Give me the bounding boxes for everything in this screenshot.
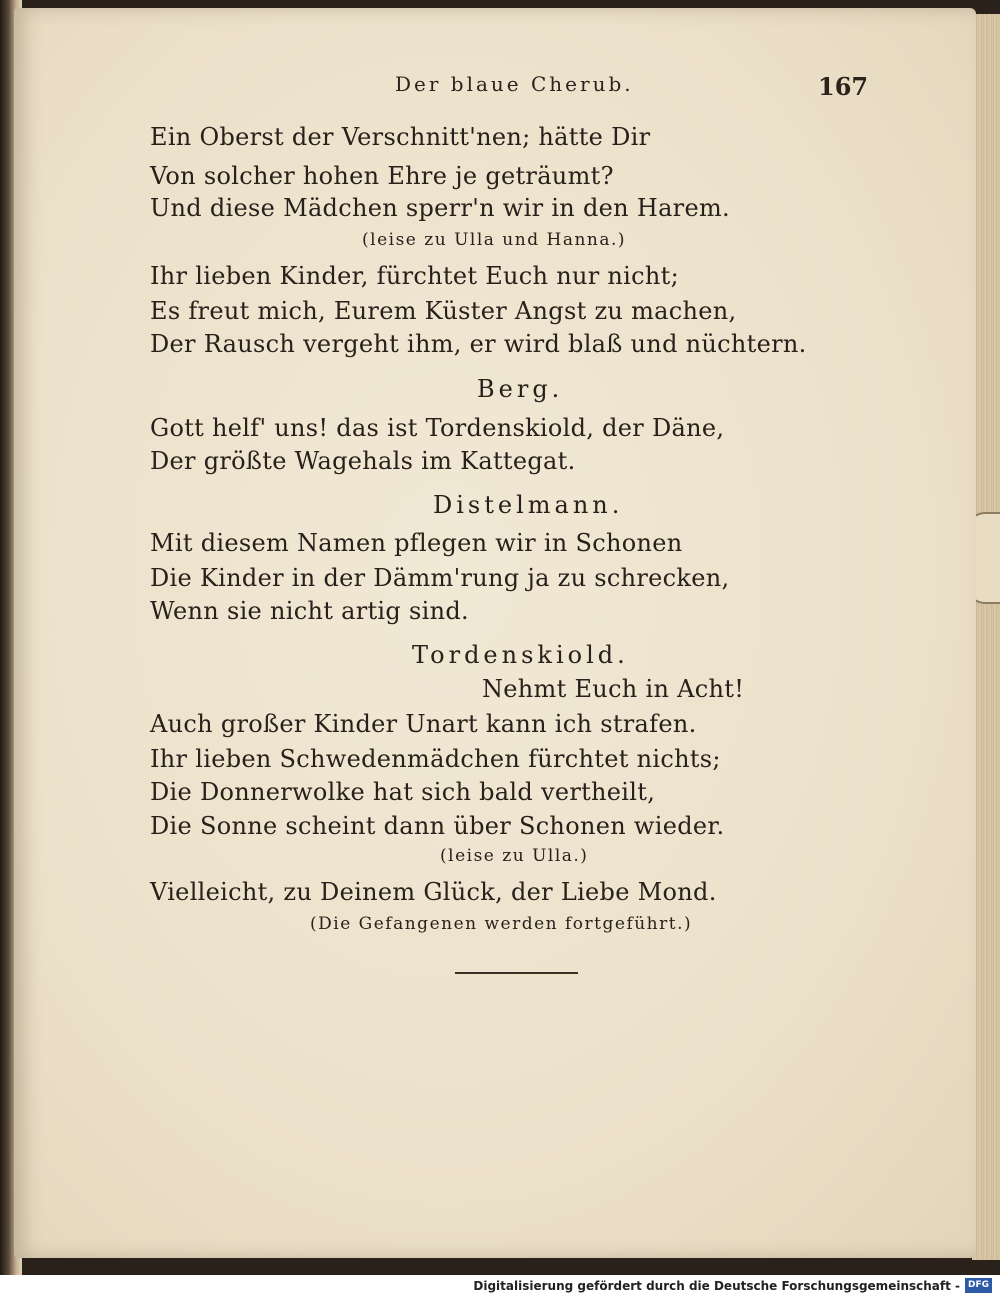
verse-line: Ihr lieben Kinder, fürchtet Euch nur nicht; <box>150 262 679 290</box>
verse-line: Wenn sie nicht artig sind. <box>150 597 469 625</box>
stage-direction: (leise zu Ulla.) <box>440 846 589 866</box>
verse-line: Und diese Mädchen sperr'n wir in den Harem. <box>150 194 730 222</box>
page-number: 167 <box>818 72 869 101</box>
running-title: Der blaue Cherub. <box>395 72 634 96</box>
digitization-footer <box>0 1275 1000 1297</box>
speaker-name: Berg. <box>477 375 564 403</box>
verse-line: Die Donnerwolke hat sich bald vertheilt, <box>150 778 656 806</box>
verse-line: Gott helf' uns! das ist Tordenskiold, der Däne, <box>150 414 725 442</box>
verse-line: Vielleicht, zu Deinem Glück, der Liebe Mond. <box>150 878 717 906</box>
verse-line: Es freut mich, Eurem Küster Angst zu machen, <box>150 297 737 325</box>
stage-direction: (leise zu Ulla und Hanna.) <box>362 230 627 250</box>
verse-line: Der größte Wagehals im Kattegat. <box>150 447 576 475</box>
verse-line: Der Rausch vergeht ihm, er wird blaß und nüchtern. <box>150 330 807 358</box>
page-stack-edge <box>972 14 1000 1260</box>
speaker-name: Tordenskiold. <box>412 641 629 669</box>
verse-line: Mit diesem Namen pflegen wir in Schonen <box>150 529 683 557</box>
verse-line: Die Kinder in der Dämm'rung ja zu schrecken, <box>150 564 730 592</box>
verse-line: Von solcher hohen Ehre je geträumt? <box>150 162 614 190</box>
verse-line: Ihr lieben Schwedenmädchen fürchtet nichts; <box>150 745 721 773</box>
verse-line: Auch großer Kinder Unart kann ich strafen. <box>150 710 697 738</box>
end-rule <box>455 972 578 974</box>
verse-line: Die Sonne scheint dann über Schonen wieder. <box>150 812 725 840</box>
stage-direction: (Die Gefangenen werden fortgeführt.) <box>310 914 693 934</box>
footer-credit: Digitalisierung gefördert durch die Deutsche Forschungsgemeinschaft - <box>473 1279 960 1293</box>
verse-line: Ein Oberst der Verschnitt'nen; hätte Dir <box>150 123 651 151</box>
dfg-logo: DFG <box>965 1278 992 1293</box>
verse-line: Nehmt Euch in Acht! <box>482 675 745 703</box>
speaker-name: Distelmann. <box>433 491 624 519</box>
